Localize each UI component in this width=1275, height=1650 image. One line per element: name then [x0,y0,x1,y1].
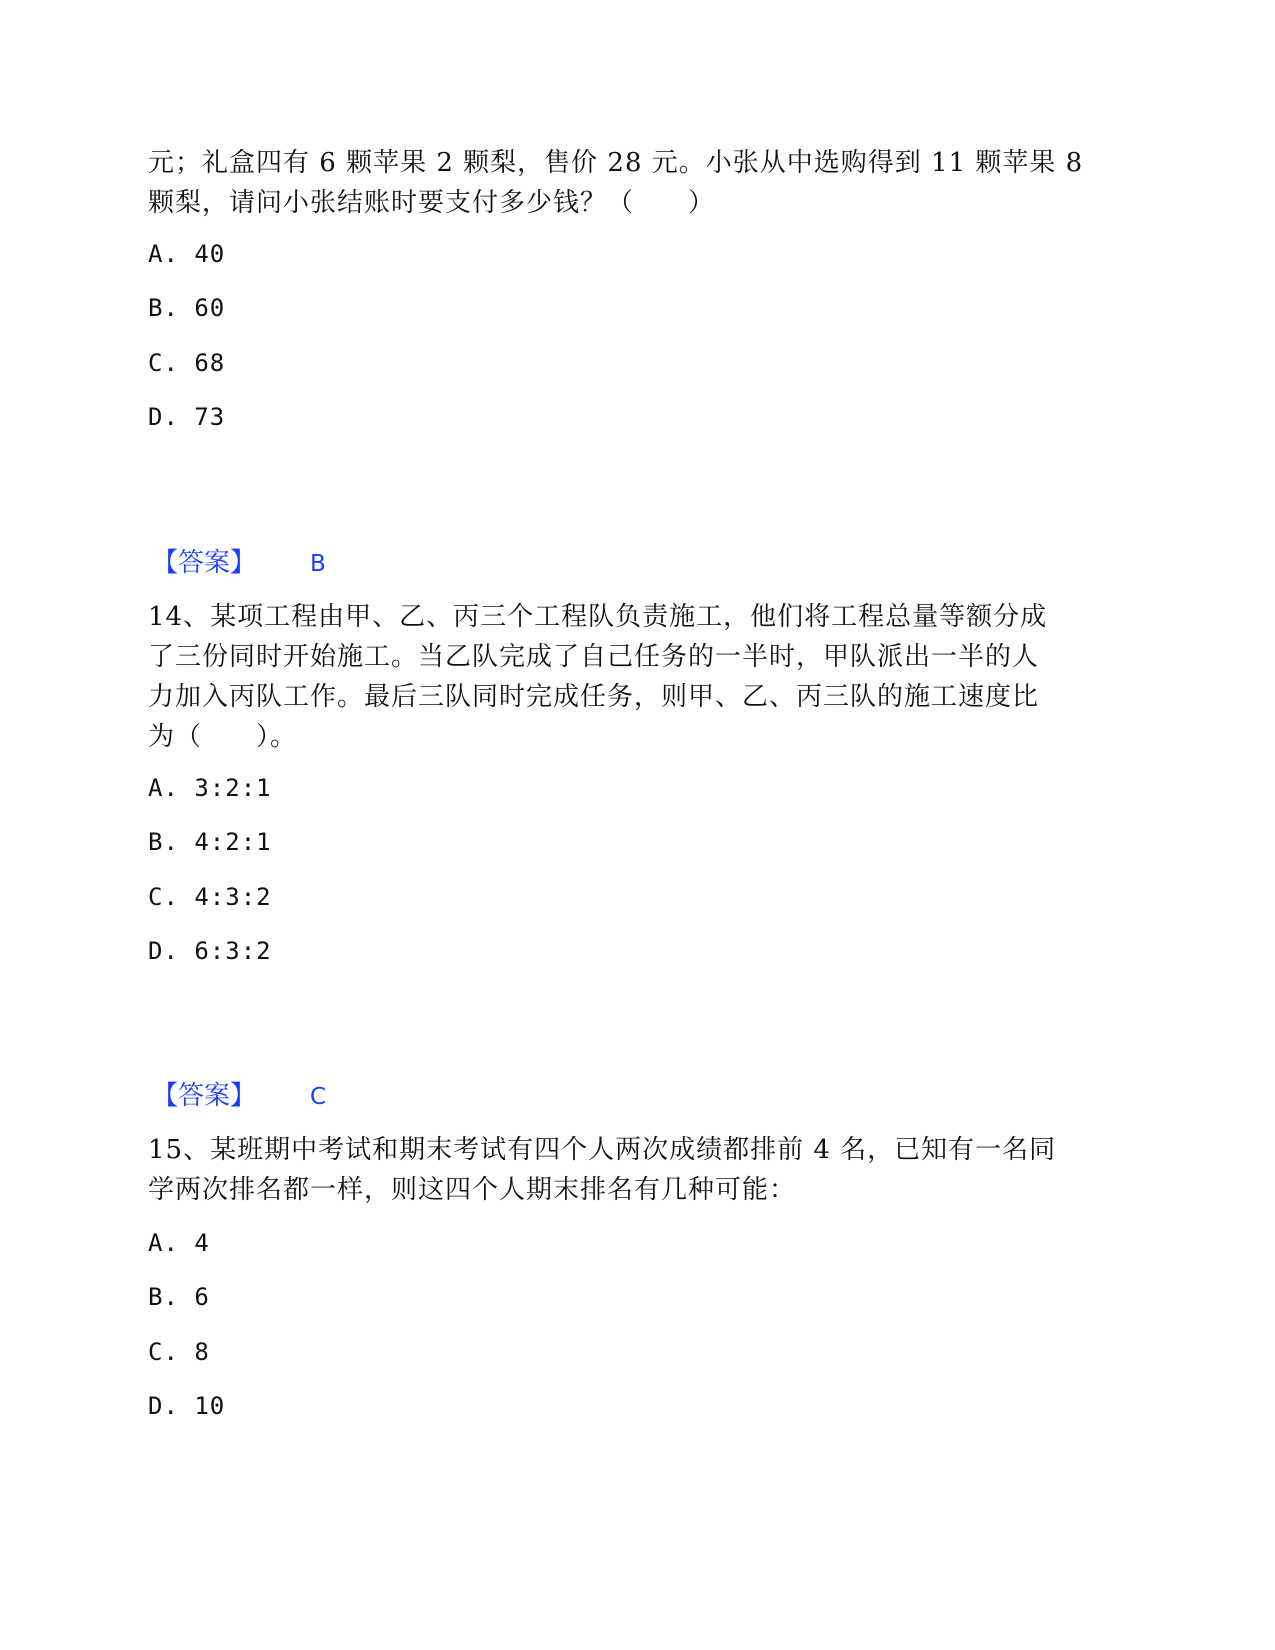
question-15-option-d: D. 10 [148,1392,226,1420]
answer-label: 【答案】 [152,1081,257,1111]
question-13-option-a: A. 40 [148,240,226,268]
answer-value: B [310,551,326,577]
question-14-stem-line-1: 14、某项工程由甲、乙、丙三个工程队负责施工，他们将工程总量等额分成 [148,602,1048,632]
question-13-option-d: D. 73 [148,403,226,431]
question-14-option-c: C. 4:3:2 [148,883,272,911]
question-13-option-b: B. 60 [148,294,226,322]
answer-value: C [310,1084,327,1110]
question-13-stem-line-2: 颗梨，请问小张结账时要支付多少钱？（ ） [148,188,716,218]
question-15-option-c: C. 8 [148,1338,210,1366]
question-14-answer [152,1079,326,1114]
question-14-option-a: A. 3:2:1 [148,774,272,802]
question-13-answer [152,546,326,581]
question-15-stem-line-1: 15、某班期中考试和期末考试有四个人两次成绩都排前 4 名，已知有一名同 [148,1135,1057,1165]
question-15-option-b: B. 6 [148,1283,210,1311]
question-14-stem [148,597,1108,757]
question-13-option-c: C. 68 [148,349,226,377]
question-14-stem-line-2: 了三份同时开始施工。当乙队完成了自己任务的一半时，甲队派出一半的人 [148,642,1040,672]
question-14-stem-line-4: 为（ ）。 [148,722,298,752]
question-13-stem-line-1: 元；礼盒四有 6 颗苹果 2 颗梨，售价 28 元。小张从中选购得到 11 颗苹果 8 [148,148,1084,178]
question-15-stem-line-2: 学两次排名都一样，则这四个人期末排名有几种可能： [148,1175,797,1205]
question-14-stem-line-3: 力加入丙队工作。最后三队同时完成任务，则甲、乙、丙三队的施工速度比 [148,682,1040,712]
question-14-option-d: D. 6:3:2 [148,937,272,965]
question-14-option-b: B. 4:2:1 [148,828,272,856]
question-15-stem [148,1130,1108,1210]
question-15-option-a: A. 4 [148,1229,210,1257]
answer-label: 【答案】 [152,548,257,578]
question-13-stem [148,143,1108,223]
